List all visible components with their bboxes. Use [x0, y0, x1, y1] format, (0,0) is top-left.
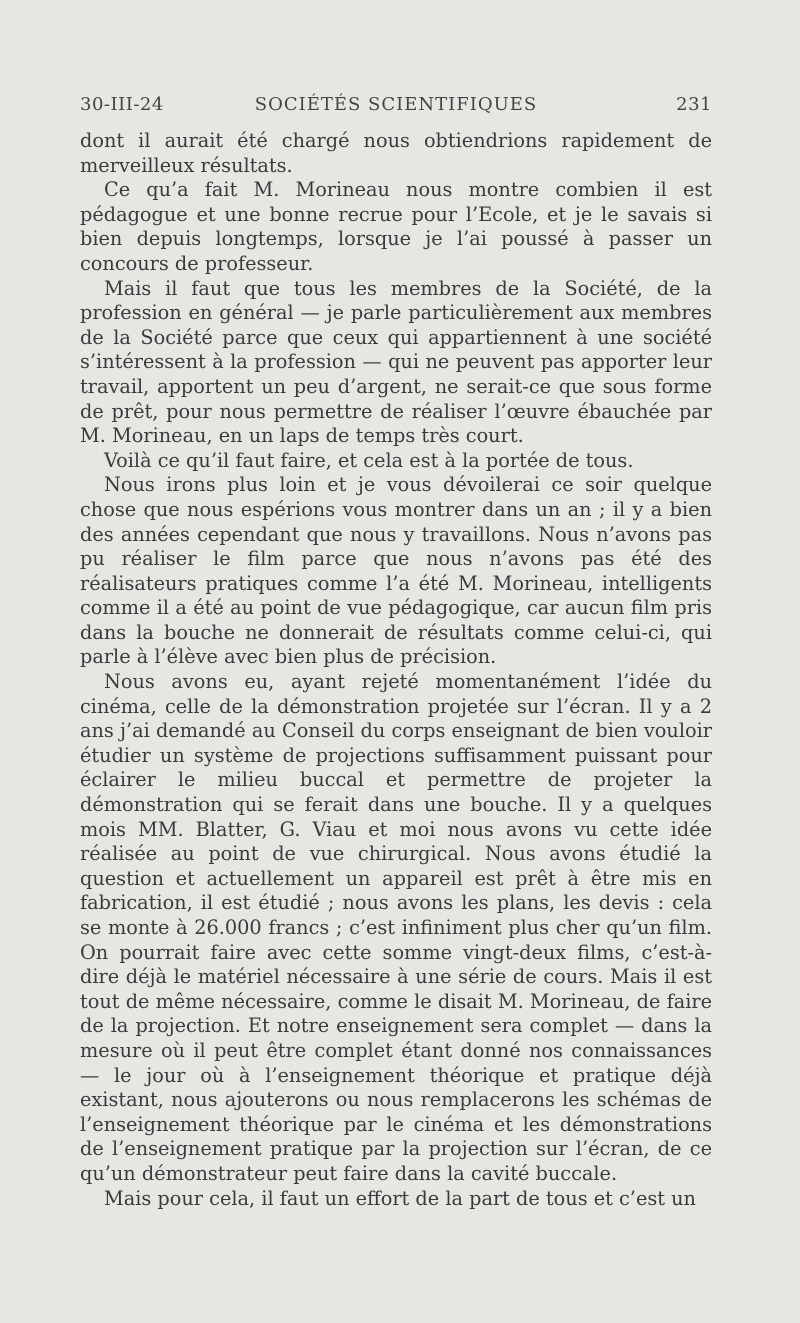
paragraph: Mais il faut que tous les membres de la Société, de la profession en général — je parle particulièrement aux membres de la Société parce que ceux qui appartiennent à une société s’intéressent à la profession — qui ne peuvent pas apporter leur travail, apportent un peu d’argent, ne serait-ce que sous forme de prêt, pour nous permettre de réaliser l’œuvre ébauchée par M. Morineau, en un laps de temps très court. [80, 276, 712, 448]
header-date: 30-III-24 [80, 94, 164, 115]
paragraph: Nous irons plus loin et je vous dévoilerai ce soir quelque chose que nous espérions vous montrer dans un an ; il y a bien des années cependant que nous y travaillons. Nous n’avons pas pu réaliser le film parce que nous n’avons pas été des réalisateurs pratiques comme l’a été M. Morineau, intelligents comme il a été au point de vue pédagogique, car aucun film pris dans la bouche ne donnerait de résultats comme celui-ci, qui parle à l’élève avec bien plus de précision. [80, 473, 712, 669]
paragraph: Ce qu’a fait M. Morineau nous montre combien il est pédagogue et une bonne recrue pour l’Ecole, et je le savais si bien depuis longtemps, lorsque je l’ai poussé à passer un concours de professeur. [80, 178, 712, 275]
body-text [80, 129, 712, 1211]
header-title: SOCIÉTÉS SCIENTIFIQUES [254, 94, 538, 115]
page-number: 231 [676, 94, 712, 115]
running-head [80, 94, 712, 120]
paragraph: Mais pour cela, il faut un effort de la part de tous et c’est un [104, 1186, 696, 1210]
paragraph: Voilà ce qu’il faut faire, et cela est à la portée de tous. [104, 448, 634, 472]
paragraph: Nous avons eu, ayant rejeté momentanément l’idée du cinéma, celle de la démonstration projetée sur l’écran. Il y a 2 ans j’ai demandé au Conseil du corps enseignant de bien vouloir étudier un système de projections suffisamment puissant pour éclairer le milieu buccal et permettre de projeter la démonstration qui se ferait dans une bouche. Il y a quelques mois MM. Blatter, G. Viau et moi nous avons vu cette idée réalisée au point de vue chirurgical. Nous avons étudié la question et actuellement un appareil est prêt à être mis en fabrication, il est étudié ; nous avons les plans, les devis : cela se monte à 26.000 francs ; c’est infiniment plus cher qu’un film. On pourrait faire avec cette somme vingt-deux films, c’est-à-dire déjà le matériel nécessaire à une série de cours. Mais il est tout de même nécessaire, comme le disait M. Morineau, de faire de la projection. Et notre enseignement sera complet — dans la mesure où il peut être complet étant donné nos connaissances — le jour où à l’enseignement théorique et pratique déjà existant, nous ajouterons ou nous remplacerons les schémas de l’enseignement théorique par le cinéma et les démonstrations de l’enseignement pratique par la projection sur l’écran, de ce qu’un démonstrateur peut faire dans la cavité buccale. [80, 670, 712, 1185]
paragraph-continued: dont il aurait été chargé nous obtiendrions rapidement de merveilleux résultats. [80, 129, 712, 177]
